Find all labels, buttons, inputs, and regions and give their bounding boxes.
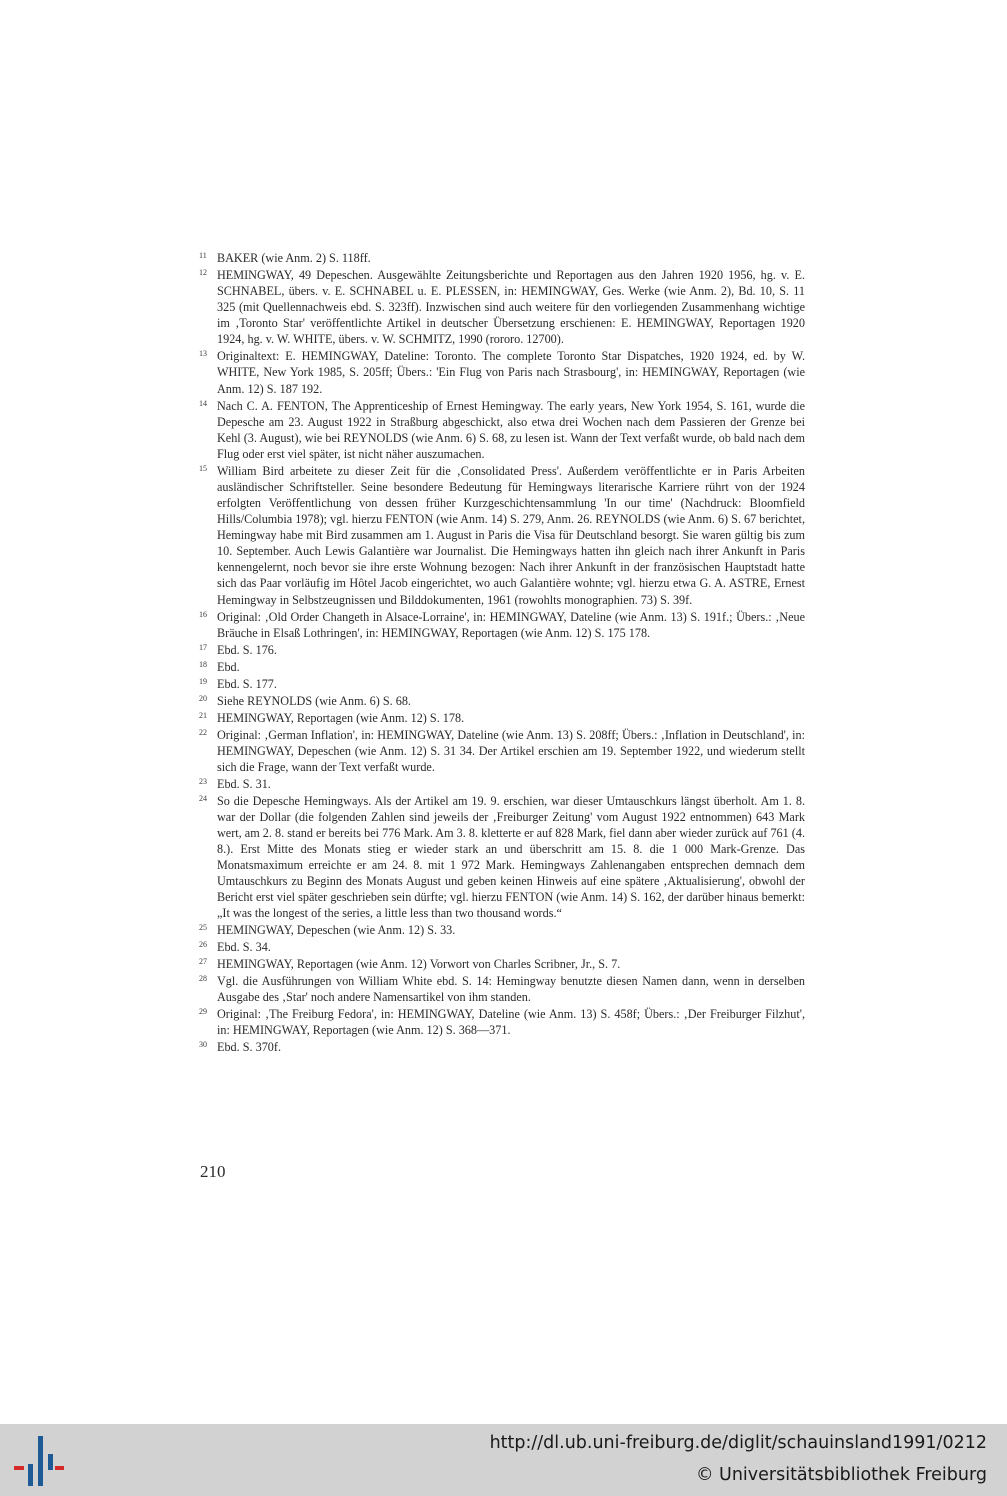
footnote-text: HEMINGWAY, 49 Depeschen. Ausgewählte Zeitungsberichte und Reportagen aus den Jahren 1920 1956, hg. v. E. SCHNABEL, übers. v. E. SCHNABEL u. E. PLESSEN, in: HEMINGWAY, Ges. Werke (wie Anm. 2), Bd. 10, S. 11 325 (mit Quellennachweis ebd. S. 323ff). Inzwischen sind auch weitere für den vorliegenden Zusammenhang wichtige im ‚Toronto Star' veröffentlichte Artikel in deutscher Übersetzung erschienen: E. HEMINGWAY, Reportagen 1920 1924, hg. v. W. WHITE, übers. v. W. SCHMITZ, 1990 (rororo. 12700). [217, 267, 805, 347]
footnote-17 [199, 642, 805, 658]
footnote-21 [199, 710, 805, 726]
footnote-23 [199, 776, 805, 792]
footnote-24 [199, 793, 805, 922]
footnote-text: HEMINGWAY, Reportagen (wie Anm. 12) Vorwort von Charles Scribner, Jr., S. 7. [217, 957, 621, 972]
footnote-number: 20 [199, 693, 207, 703]
footnote-12 [199, 267, 805, 347]
ub-freiburg-logo-icon [14, 1436, 64, 1486]
footnote-text: HEMINGWAY, Depeschen (wie Anm. 12) S. 33. [217, 923, 456, 938]
footnote-number: 15 [199, 463, 207, 473]
footnote-number: 24 [199, 793, 207, 803]
footnote-text: Ebd. S. 34. [217, 940, 271, 955]
footnote-number: 12 [199, 267, 207, 277]
footnote-25 [199, 922, 805, 938]
footnote-number: 26 [199, 940, 207, 950]
footer-copyright: © Universitätsbibliothek Freiburg [695, 1465, 987, 1485]
footnote-15 [199, 463, 805, 608]
footnote-13 [199, 348, 805, 396]
footnote-16 [199, 609, 805, 641]
footnote-number: 23 [199, 776, 207, 786]
footnote-text: Ebd. S. 31. [217, 776, 271, 791]
footnote-text: William Bird arbeitete zu dieser Zeit für die ‚Consolidated Press'. Außerdem veröffentlichte er in Paris Arbeiten ausländischer Schriftsteller. Seine besondere Bedeutung für Hemingways literarische Karriere rührt von der 1924 erfolgten Veröffentlichung von dessen früher Kurzgeschichtensammlung 'In our time' (Nachdruck: Bloomfield Hills/Columbia 1978); vgl. hierzu FENTON (wie Anm. 14) S. 279, Anm. 26. REYNOLDS (wie Anm. 6) S. 67 berichtet, Hemingway habe mit Bird zusammen am 1. August in Paris die Visa für Deutschland besorgt. Sie waren gültig bis zum 10. September. Auch Lewis Galantière war Journalist. Die Hemingways hatten ihn gleich nach ihrer Ankunft in Paris kennengelernt, noch bevor sie ihre erste Wohnung bezogen: Nach ihrer Ankunft in der französischen Hauptstadt hatte sich das Paar vorläufig im Hôtel Jacob eingerichtet, wo auch Galantière wohnte; vgl. hierzu etwa G. A. ASTRE, Ernest Hemingway in Selbstzeugnissen und Bilddokumenten, 1961 (rowohlts monographien. 73) S. 39f. [217, 463, 805, 607]
footnote-number: 18 [199, 659, 207, 669]
footnote-text: Ebd. S. 177. [217, 676, 277, 691]
footnote-text: Siehe REYNOLDS (wie Anm. 6) S. 68. [217, 693, 411, 708]
footnote-number: 30 [199, 1040, 207, 1050]
footnote-number: 21 [199, 710, 207, 720]
page-number: 210 [200, 1162, 226, 1181]
footnote-text: Originaltext: E. HEMINGWAY, Dateline: Toronto. The complete Toronto Star Dispatches, 1920 1924, ed. by W. WHITE, New York 1985, S. 205ff; Übers.: 'Ein Flug von Paris nach Strasbourg', in: HEMINGWAY, Reportagen (wie Anm. 12) S. 187 192. [217, 349, 805, 396]
footnote-number: 11 [199, 251, 207, 260]
footnote-18 [199, 659, 805, 675]
footnote-text: Vgl. die Ausführungen von William White ebd. S. 14: Hemingway benutzte diesen Namen dann, wenn in derselben Ausgabe des ‚Star' noch andere Namensartikel von ihm standen. [217, 974, 805, 1005]
footnote-number: 29 [199, 1007, 207, 1017]
footnote-text: HEMINGWAY, Reportagen (wie Anm. 12) S. 178. [217, 710, 465, 725]
footnote-text: Ebd. S. 370f. [217, 1040, 281, 1055]
footnote-11 [199, 250, 805, 266]
footnote-text: Nach C. A. FENTON, The Apprenticeship of Ernest Hemingway. The early years, New York 1954, S. 161, wurde die Depesche am 23. August 1922 in Straßburg abgeschickt, also etwa drei Wochen nach dem Passieren der Grenze bei Kehl (3. August), wie bei REYNOLDS (wie Anm. 6) S. 68, zu lesen ist. Wann der Text verfaßt wurde, ob bald nach dem Flug oder erst viel später, ist nicht näher auszumachen. [217, 398, 805, 461]
footnote-28 [199, 973, 805, 1005]
footnote-text: Original: ‚German Inflation', in: HEMINGWAY, Dateline (wie Anm. 13) S. 208ff; Übers.: ‚Inflation in Deutschland', in: HEMINGWAY, Depeschen (wie Anm. 12) S. 31 34. Der Artikel erschien am 19. September 1922, und wiederum stellt sich die Frage, wann der Text verfaßt wurde. [217, 727, 805, 774]
footnote-text: So die Depesche Hemingways. Als der Artikel am 19. 9. erschien, war dieser Umtauschkurs längst überholt. Am 1. 8. war der Dollar (die folgenden Zahlen sind jeweils der ‚Freiburger Zeitung' vom August 1922 entnommen) 643 Mark wert, am 2. 8. stand er bereits bei 776 Mark. Am 3. 8. kletterte er auf 828 Mark, fiel dann aber wieder zurück auf 761 (4. 8.). Erst Mitte des Monats stieg er wieder stark an und überschritt am 15. 8. die 1 000 Mark-Grenze. Das Monatsmaximum erreichte er am 24. 8. mit 1 972 Mark. Hemingways Zahlenangaben entsprechen demnach dem Umtauschkurs zu Beginn des Monats August und geben keinen Hinweis auf eine spätere ‚Aktualisierung', obwohl der Bericht erst viel später geschrieben sein dürfte; vgl. hierzu FENTON (wie Anm. 14) S. 162, der darüber hinaus bemerkt: „It was the longest of the series, a little less than two thousand words.“ [217, 793, 805, 921]
footnote-29 [199, 1006, 805, 1038]
footnote-number: 22 [199, 727, 207, 737]
footer-url-link[interactable]: http://dl.ub.uni-freiburg.de/diglit/schauinsland1991/0212 [489, 1433, 987, 1453]
footnote-text: BAKER (wie Anm. 2) S. 118ff. [217, 251, 371, 265]
footnote-26 [199, 939, 805, 955]
footnote-22 [199, 727, 805, 775]
footnote-text: Ebd. [217, 659, 240, 674]
footnote-text: Original: ‚Old Order Changeth in Alsace-Lorraine', in: HEMINGWAY, Dateline (wie Anm. 13) S. 191f.; Übers.: ‚Neue Bräuche in Elsaß Lothringen', in: HEMINGWAY, Reportagen (wie Anm. 12) S. 175 178. [217, 609, 805, 640]
footnote-19 [199, 676, 805, 692]
footnotes-section [199, 250, 805, 1056]
footer-bar [0, 1424, 1007, 1496]
footnote-number: 25 [199, 923, 207, 933]
footnote-text: Original: ‚The Freiburg Fedora', in: HEMINGWAY, Dateline (wie Anm. 13) S. 458f; Übers.: ‚Der Freiburger Filzhut', in: HEMINGWAY, Reportagen (wie Anm. 12) S. 368—371. [217, 1007, 805, 1038]
footnote-14 [199, 398, 805, 462]
footnote-text: Ebd. S. 176. [217, 642, 277, 657]
footnote-number: 16 [199, 609, 207, 619]
footnote-number: 28 [199, 974, 207, 984]
footnote-30 [199, 1039, 805, 1055]
footnote-20 [199, 693, 805, 709]
footnote-number: 17 [199, 642, 207, 652]
footnote-27 [199, 956, 805, 972]
footnote-number: 19 [199, 676, 207, 686]
footnote-number: 27 [199, 957, 207, 967]
footnote-number: 14 [199, 398, 207, 408]
footnote-number: 13 [199, 349, 207, 359]
